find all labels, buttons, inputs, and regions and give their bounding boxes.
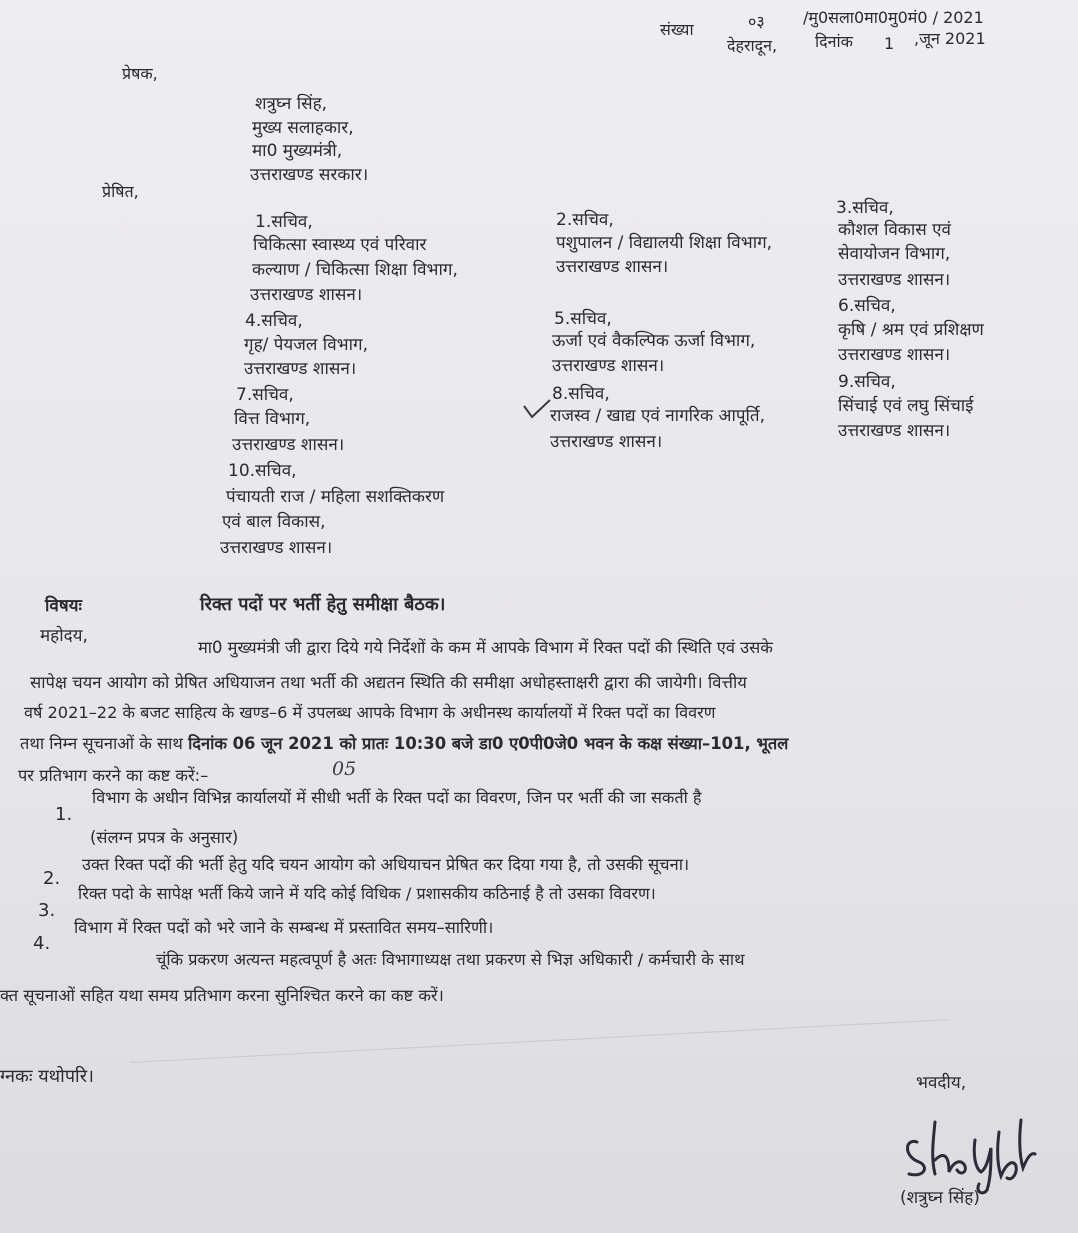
recipient-line: 1.सचिव,	[255, 212, 313, 232]
recipient-line: राजस्व / खाद्य एवं नागरिक आपूर्ति,	[550, 406, 766, 426]
recipient-line: सिंचाई एवं लघु सिंचाई	[838, 396, 974, 416]
salutation: महोदय,	[40, 626, 88, 646]
recipient-line: कौशल विकास एवं	[838, 220, 952, 240]
list-item: विभाग के अधीन विभिन्न कार्यालयों में सीधी भर्ती के रिक्त पदों का विवरण, जिन पर भर्ती की जा सकती है	[92, 788, 702, 807]
recipient-line: पशुपालन / विद्यालयी शिक्षा विभाग,	[556, 233, 773, 253]
reference-number: /मु0सला0मा0मु0मं0 / 2021	[803, 8, 984, 27]
recipient-line: 5.सचिव,	[554, 309, 612, 329]
date-value: ,जून 2021	[914, 29, 986, 48]
recipient-line: उत्तराखण्ड शासन।	[552, 356, 665, 376]
body-line: क्त सूचनाओं सहित यथा समय प्रतिभाग करना सुनिश्चित करने का कष्ट करें।	[0, 986, 444, 1005]
recipient-line: उत्तराखण्ड शासन।	[232, 435, 345, 455]
checkmark-icon	[522, 398, 552, 420]
recipient-line: पंचायती राज / महिला सशक्तिकरण	[226, 487, 445, 507]
recipient-line: उत्तराखण्ड शासन।	[838, 345, 951, 365]
body-line: मा0 मुख्यमंत्री जी द्वारा दिये गये निर्देशों के कम में आपके विभाग में रिक्त पदों की स्थिति एवं उसके	[198, 638, 773, 657]
list-item: विभाग में रिक्त पदों को भरे जाने के सम्बन्ध में प्रस्तावित समय–सारिणी।	[74, 918, 494, 937]
recipient-line: 7.सचिव,	[236, 385, 294, 405]
place: देहरादून,	[727, 36, 778, 55]
list-item-number: 2.	[43, 868, 61, 889]
body-line: पर प्रतिभाग करने का कष्ट करें:–	[18, 766, 209, 785]
recipient-line: 6.सचिव,	[838, 296, 896, 316]
list-item-number: 3.	[38, 900, 56, 921]
enclosure: ग्नकः यथोपरि।	[0, 1066, 94, 1087]
recipient-line: उत्तराखण्ड शासन।	[838, 421, 951, 441]
sender-designation: मुख्य सलाहकार,	[252, 118, 354, 138]
recipient-line: 4.सचिव,	[245, 311, 303, 331]
recipient-line: एवं बाल विकास,	[222, 512, 326, 532]
recipients-label: प्रेषित,	[102, 182, 139, 201]
closing: भवदीय,	[916, 1073, 967, 1093]
recipient-line: 2.सचिव,	[556, 210, 614, 230]
paper-fold	[130, 1019, 949, 1063]
recipient-line: उत्तराखण्ड शासन।	[838, 270, 951, 290]
subject-text: रिक्त पदों पर भर्ती हेतु समीक्षा बैठक।	[200, 594, 446, 615]
handwritten-signature	[895, 1112, 1045, 1197]
recipient-line: कृषि / श्रम एवं प्रशिक्षण	[838, 320, 984, 340]
recipient-line: चिकित्सा स्वास्थ्य एवं परिवार	[253, 235, 427, 255]
recipient-line: गृह/ पेयजल विभाग,	[244, 335, 368, 355]
recipient-line: उत्तराखण्ड शासन।	[556, 257, 669, 277]
list-item-continuation: (संलग्न प्रपत्र के अनुसार)	[90, 828, 239, 847]
recipient-line: 8.सचिव,	[552, 384, 610, 404]
number-label: संख्या	[660, 20, 694, 39]
recipient-line: 3.सचिव,	[836, 198, 894, 218]
recipient-line: 9.सचिव,	[838, 372, 896, 392]
sender-government: उत्तराखण्ड सरकार।	[250, 165, 369, 185]
recipient-line: 10.सचिव,	[228, 461, 297, 481]
recipient-line: उत्तराखण्ड शासन।	[550, 432, 663, 452]
recipient-line: वित्त विभाग,	[234, 409, 311, 429]
body-line	[20, 736, 788, 752]
subject-label: विषयः	[45, 596, 82, 616]
signature-name: (शत्रुघ्न सिंह)	[900, 1188, 980, 1208]
recipient-line: सेवायोजन विभाग,	[838, 244, 951, 264]
sender-name: शत्रुघ्न सिंह,	[255, 94, 328, 114]
list-item-number: 4.	[33, 933, 51, 954]
list-item: उक्त रिक्त पदों की भर्ती हेतु यदि चयन आयोग को अधियाचन प्रेषित कर दिया गया है, तो उसकी सूचना।	[82, 855, 690, 874]
list-item-number: 1.	[55, 804, 73, 825]
recipient-line: उत्तराखण्ड शासन।	[244, 359, 357, 379]
handwritten-date-correction: 05	[332, 758, 357, 780]
body-line-start: तथा निम्न सूचनाओं के साथ	[20, 734, 183, 753]
body-line: सापेक्ष चयन आयोग को प्रेषित अधियाजन तथा भर्ती की अद्यतन स्थिति की समीक्षा अधोहस्ताक्षरी द्वारा की जायेगी। वित्तीय	[30, 673, 747, 692]
date-label: दिनांक	[815, 32, 853, 51]
list-item: रिक्त पदो के सापेक्ष भर्ती किये जाने में यदि कोई विधिक / प्रशासकीय कठिनाई है तो उसका विवरण।	[78, 884, 656, 903]
sender-office: मा0 मुख्यमंत्री,	[252, 141, 343, 161]
recipient-line: कल्याण / चिकित्सा शिक्षा विभाग,	[252, 260, 458, 280]
meeting-details: दिनांक 06 जून 2021 को प्रातः 10:30 बजे डा0 ए0पी0जे0 भवन के कक्ष संख्या–101, भूतल	[188, 734, 789, 753]
body-line: चूंकि प्रकरण अत्यन्त महत्वपूर्ण है अतः विभागाध्यक्ष तथा प्रकरण से भिज्ञ अधिकारी / कर्मचारी के साथ	[156, 950, 745, 969]
sender-label: प्रेषक,	[122, 64, 158, 83]
recipient-line: उत्तराखण्ड शासन।	[250, 285, 363, 305]
recipient-line: ऊर्जा एवं वैकल्पिक ऊर्जा विभाग,	[552, 331, 756, 351]
date-day: 1	[884, 34, 895, 53]
body-line: वर्ष 2021–22 के बजट साहित्य के खण्ड–6 में उपलब्ध आपके विभाग के अधीनस्थ कार्यालयों में रिक्त पदों का विवरण	[24, 703, 716, 722]
recipient-line: उत्तराखण्ड शासन।	[220, 538, 333, 558]
number-value: ०३	[748, 12, 765, 31]
